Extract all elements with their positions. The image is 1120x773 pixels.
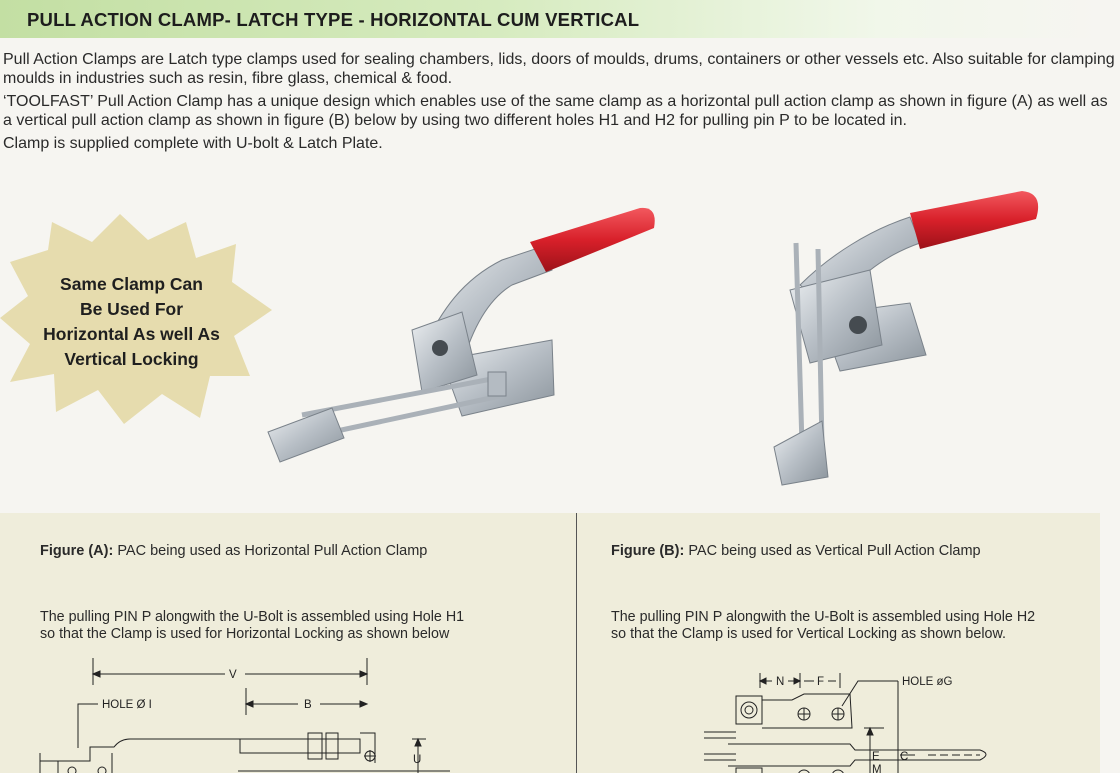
figure-a-desc-line-2: so that the Clamp is used for Horizontal Locking as shown below	[40, 626, 450, 642]
page-title: PULL ACTION CLAMP- LATCH TYPE - HORIZONTAL CUM VERTICAL	[27, 9, 640, 30]
starburst-line-2: Be Used For	[79, 299, 184, 319]
figure-b-desc-line-1: The pulling PIN P alongwith the U-Bolt is assembled using Hole H2	[611, 609, 1036, 625]
figure-b-caption	[611, 543, 981, 559]
vertical-clamp-photo	[760, 185, 1045, 490]
intro-paragraph-3: Clamp is supplied complete with U-bolt & Latch Plate.	[3, 135, 383, 152]
starburst-callout	[0, 214, 272, 426]
figure-a-label: Figure (A):	[40, 543, 114, 559]
starburst-text	[0, 272, 263, 372]
starburst-line-3: Horizontal As well As	[43, 324, 220, 344]
figure-b-drawing	[700, 668, 1040, 773]
figure-a-caption-text: PAC being used as Horizontal Pull Action Clamp	[113, 543, 428, 559]
dim-hole-g-label: HOLE øG	[902, 676, 953, 688]
starburst-line-1: Same Clamp Can	[60, 274, 203, 294]
intro-paragraph-2: ‘TOOLFAST’ Pull Action Clamp has a unique design which enables use of the same clamp as a horizontal pull action clamp as shown in figure (A) as well as a vertical pull action clamp as shown in figure (B) below by using two different holes H1 and H2 for pulling pin P to be located in.	[3, 93, 1108, 129]
dim-c-label: C	[900, 751, 909, 763]
figure-a-desc-line-1: The pulling PIN P alongwith the U-Bolt is assembled using Hole H1	[40, 609, 465, 625]
figure-divider	[576, 513, 577, 773]
title-bar	[0, 0, 1100, 38]
intro-paragraph-1: Pull Action Clamps are Latch type clamps used for sealing chambers, lids, doors of moulds, drums, containers or other vessels etc. Also suitable for clamping moulds in industries such as resin, fibre glass, chemical & food.	[3, 51, 1115, 87]
dim-e-label: E	[872, 751, 880, 763]
figure-a-drawing	[30, 653, 450, 773]
figure-a-caption	[40, 543, 427, 559]
figure-b-desc-line-2: so that the Clamp is used for Vertical Locking as shown below.	[611, 626, 1006, 642]
starburst-line-4: Vertical Locking	[64, 349, 199, 369]
dim-u-label: U	[413, 754, 422, 766]
intro-text	[3, 50, 1115, 157]
figure-b-label: Figure (B):	[611, 543, 685, 559]
dim-f-label: F	[817, 676, 825, 688]
dim-n-label: N	[776, 676, 785, 688]
dim-hole-i-label: HOLE Ø I	[102, 699, 152, 711]
dim-b-label: B	[304, 699, 312, 711]
dim-m-label: M	[872, 764, 882, 773]
horizontal-clamp-photo	[262, 200, 662, 470]
figure-a-description	[40, 609, 464, 643]
figure-b-description	[611, 609, 1035, 643]
figures-panel	[0, 513, 1100, 773]
dim-v-label: V	[229, 669, 237, 681]
figure-b-caption-text: PAC being used as Vertical Pull Action Clamp	[684, 543, 981, 559]
